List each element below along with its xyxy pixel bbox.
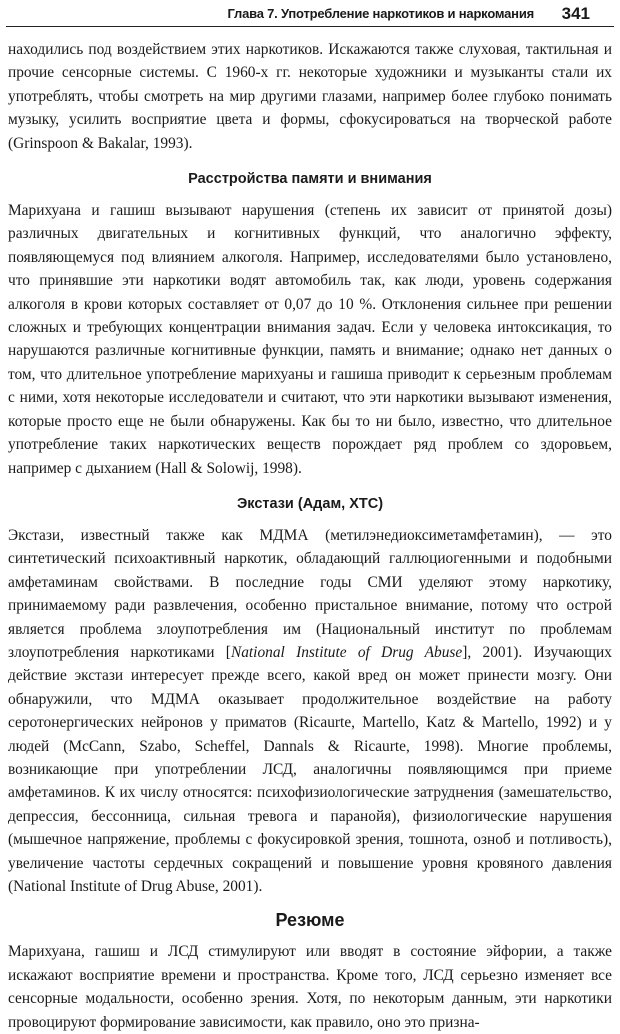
running-head: [0, 4, 620, 30]
memory-paragraph: Марихуана и гашиш вызывают нарушения (степень их зависит от принятой дозы) различных двигательных и когнитивных функций, что аналогично эффекту, появляющемуся под влиянием алкоголя. Например, исследователями было установлено, что принявшие эти наркотики водят автомобиль так, как люди, уровень содержания алкоголя в крови которых составляет от 0,07 до 10 %. Отклонения сильнее при решении сложных и требующих концентрации внимания задач. Если у человека интоксикация, то нарушаются различные когнитивные функции, память и внимание; однако нет данных о том, что длительное употребление марихуаны и гашиша приводит к серьезным проблемам с ними, хотя некоторые исследователи и считают, что эти наркотики вызывают изменения, которые просто еще не были обнаружены. Как бы то ни было, известно, что длительное употребление таких наркотических веществ порождает ряд проблем со здоровьем, например с дыханием (Hall & Solowij, 1998).: [8, 202, 612, 477]
ecstasy-heading: Экстази (Адам, XTC): [236, 495, 384, 512]
ecstasy-text-before: Экстази, известный также как МДМА (метилэнедиоксиметамфетамин), — это синтетический психоактивный наркотик, обладающий галлюциогенными и подобными амфетаминам свойствами. В последние годы СМИ уделяют этому наркотику, принимаемому ради развлечения, особенно пристальное внимание, потому что острой является проблема злоупотребления им (Национальный институт по проблемам злоупотребления наркотиками [: [8, 526, 612, 661]
ecstasy-text-italic: National Institute of Drug Abuse: [230, 643, 463, 661]
chapter-title: Глава 7. Употребление наркотиков и наркомания: [227, 6, 534, 21]
page-body: [8, 38, 612, 1034]
ecstasy-paragraph: [8, 524, 612, 899]
page-number: 341: [561, 4, 590, 23]
header-rule: [6, 26, 614, 27]
summary-paragraph: Марихуана, гашиш и ЛСД стимулируют или вводят в состояние эйфории, а также искажают восприятие времени и пространства. Кроме того, ЛСД серьезно изменяет все сенсорные модальности, особенно зрения. Хотя, по некоторым данным, эти наркотики провоцируют формирование зависимости, как правило, оно это призна-: [8, 943, 612, 1031]
ecstasy-text-after: ], 2001). Изучающих действие экстази интересует прежде всего, какой вред он может принести мозгу. Они обнаружили, что МДМА оказывает продолжительное воздействие на работу серотонергических нейронов у приматов (Ricaurte, Martello, Katz & Martello, 1992) и у людей (McCann, Szabo, Scheffel, Dannals & Ricaurte, 1998). Многие проблемы, возникающие при употреблении ЛСД, аналогичны появляющимся при приеме амфетаминов. К их числу относятся: психофизиологические затруднения (замешательство, депрессия, бессонница, сильная тревога и паранойя), физиологические нарушения (мышечное напряжение, проблемы с фокусировкой зрения, тошнота, озноб и потливость), увеличение частоты сердечных сокращений и повышение уровня кровяного давления (National Institute of Drug Abuse, 2001).: [8, 643, 612, 895]
memory-heading: Расстройства памяти и внимания: [188, 171, 432, 188]
intro-paragraph: находились под воздействием этих наркотиков. Искажаются также слуховая, тактильная и прочие сенсорные системы. С 1960-х гг. некоторые художники и музыканты стали их употреблять, чтобы смотреть на мир другими глазами, например более глубоко понимать музыку, усилить восприятие цвета и формы, сфокусироваться на творческой работе (Grinspoon & Bakalar, 1993).: [8, 41, 612, 152]
summary-heading: Резюме: [275, 910, 345, 931]
